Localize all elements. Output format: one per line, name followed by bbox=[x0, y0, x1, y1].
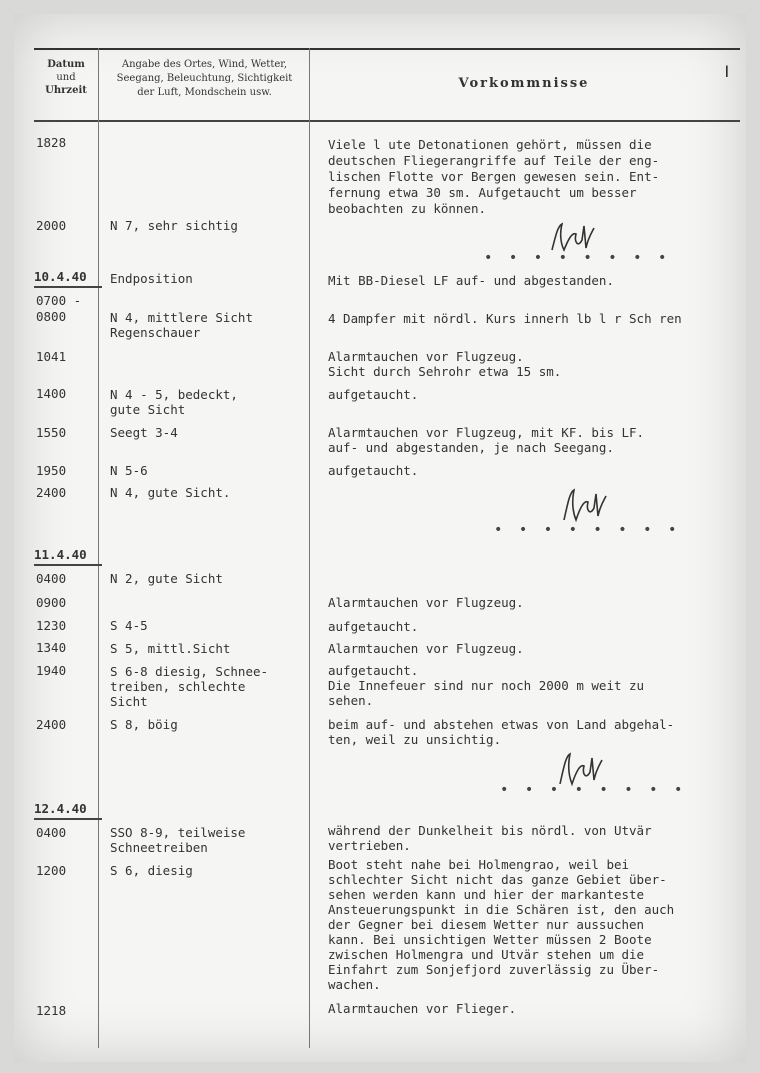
entry-event: sehen werden kann und hier der markanteste bbox=[328, 887, 645, 902]
top-rule bbox=[34, 48, 740, 50]
header-date-line3: Uhrzeit bbox=[45, 85, 87, 96]
entry-place: Seegt 3-4 bbox=[110, 425, 178, 440]
separator-dots: • • • • • • • • bbox=[484, 250, 671, 266]
entry-time: 2000 bbox=[36, 218, 67, 233]
entry-event: aufgetaucht. bbox=[328, 663, 419, 678]
margin-mark: ǀ bbox=[722, 62, 732, 81]
entry-time: 1550 bbox=[36, 425, 67, 440]
signature-icon bbox=[560, 486, 610, 526]
entry-time: 1218 bbox=[36, 1003, 67, 1018]
entry-place: Regenschauer bbox=[110, 325, 201, 340]
entry-place: N 7, sehr sichtig bbox=[110, 218, 238, 233]
date-label: 12.4.40 bbox=[34, 801, 87, 816]
entry-event: schlechter Sicht nicht das ganze Gebiet über- bbox=[328, 872, 667, 887]
entry-time: 1828 bbox=[36, 135, 67, 150]
entry-place: S 8, böig bbox=[110, 717, 178, 732]
entry-event: aufgetaucht. bbox=[328, 619, 419, 634]
entry-place: Schneetreiben bbox=[110, 840, 208, 855]
separator-dots: • • • • • • • • bbox=[500, 782, 687, 798]
entry-place: S 5, mittl.Sicht bbox=[110, 641, 231, 656]
entry-time: 1940 bbox=[36, 663, 67, 678]
entry-event: wachen. bbox=[328, 977, 381, 992]
column-divider-place bbox=[309, 48, 310, 1048]
entry-place: treiben, schlechte bbox=[110, 679, 246, 694]
entry-event: Alarmtauchen vor Flugzeug. bbox=[328, 641, 524, 656]
entry-place: SSO 8-9, teilweise bbox=[110, 825, 246, 840]
entry-time: 0400 bbox=[36, 571, 67, 586]
entry-event: zwischen Holmengra und Utvär stehen um die bbox=[328, 947, 645, 962]
entry-event: fernung etwa 30 sm. Aufgetaucht um besser bbox=[328, 185, 637, 200]
header-rule bbox=[34, 120, 740, 122]
entry-time: 0700 - bbox=[36, 293, 82, 308]
entry-event: der Gegner bei diesem Wetter nur aussuchen bbox=[328, 917, 645, 932]
entry-time: 1340 bbox=[36, 640, 67, 655]
entry-event: vertrieben. bbox=[328, 838, 411, 853]
header-place-line2: Seegang, Beleuchtung, Sichtigkeit bbox=[116, 73, 293, 84]
entry-event: lischen Flotte vor Bergen gewesen sein. Ent- bbox=[328, 169, 660, 184]
date-underline bbox=[34, 564, 102, 566]
entry-event: beobachten zu können. bbox=[328, 201, 487, 216]
entry-event: Alarmtauchen vor Flieger. bbox=[328, 1001, 517, 1016]
entry-event: Alarmtauchen vor Flugzeug. bbox=[328, 349, 524, 364]
header-place-line1: Angabe des Ortes, Wind, Wetter, bbox=[121, 59, 288, 70]
entry-place: N 4 - 5, bedeckt, bbox=[110, 387, 238, 402]
entry-event: Einfahrt zum Sonjefjord zuverlässig zu Über- bbox=[328, 962, 660, 977]
entry-event: aufgetaucht. bbox=[328, 463, 419, 478]
entry-time: 1950 bbox=[36, 463, 67, 478]
entry-time: 0900 bbox=[36, 595, 67, 610]
entry-event: ten, weil zu unsichtig. bbox=[328, 732, 502, 747]
entry-event: auf- und abgestanden, je nach Seegang. bbox=[328, 440, 614, 455]
date-underline bbox=[34, 818, 102, 820]
entry-event: Sicht durch Sehrohr etwa 15 sm. bbox=[328, 364, 562, 379]
entry-event: aufgetaucht. bbox=[328, 387, 419, 402]
date-label: 10.4.40 bbox=[34, 269, 87, 284]
header-place-line3: der Luft, Mondschein usw. bbox=[137, 87, 272, 98]
header-date-line2: und bbox=[56, 72, 76, 83]
entry-time: 1200 bbox=[36, 863, 67, 878]
entry-place: N 2, gute Sicht bbox=[110, 571, 223, 586]
entry-time: 0400 bbox=[36, 825, 67, 840]
entry-place: S 4-5 bbox=[110, 618, 148, 633]
entry-place: S 6-8 diesig, Schnee- bbox=[110, 664, 269, 679]
entry-place: Sicht bbox=[110, 694, 148, 709]
date-underline bbox=[34, 286, 102, 288]
entry-event: Boot steht nahe bei Holmengrao, weil bei bbox=[328, 857, 630, 872]
entry-time: 2400 bbox=[36, 485, 67, 500]
header-events-column: Vorkommnisse bbox=[458, 76, 590, 91]
entry-event: Mit BB-Diesel LF auf- und abgestanden. bbox=[328, 273, 614, 288]
entry-event: deutschen Fliegerangriffe auf Teile der eng- bbox=[328, 153, 660, 168]
entry-time: 2400 bbox=[36, 717, 67, 732]
header-date-column bbox=[34, 58, 98, 97]
entry-event: Ansteuerungspunkt in die Schären ist, den auch bbox=[328, 902, 675, 917]
date-label: 11.4.40 bbox=[34, 547, 87, 562]
column-divider-date bbox=[98, 48, 99, 1048]
header-date-line1: Datum bbox=[47, 59, 85, 70]
entry-event: während der Dunkelheit bis nördl. von Utvär bbox=[328, 823, 652, 838]
entry-event: sehen. bbox=[328, 693, 374, 708]
entry-place: N 4, mittlere Sicht bbox=[110, 310, 253, 325]
entry-place: S 6, diesig bbox=[110, 863, 193, 878]
entry-place: N 5-6 bbox=[110, 463, 148, 478]
header-place-column bbox=[102, 58, 307, 100]
entry-event: Alarmtauchen vor Flugzeug. bbox=[328, 595, 524, 610]
entry-time: 1230 bbox=[36, 618, 67, 633]
entry-place: gute Sicht bbox=[110, 402, 186, 417]
entry-event: Viele l ute Detonationen gehört, müssen die bbox=[328, 137, 652, 152]
log-page bbox=[14, 14, 746, 1062]
entry-event: 4 Dampfer mit nördl. Kurs innerh lb l r Sch ren bbox=[328, 311, 682, 326]
entry-event: Alarmtauchen vor Flugzeug, mit KF. bis LF. bbox=[328, 425, 645, 440]
entry-place: Endposition bbox=[110, 271, 193, 286]
entry-place: N 4, gute Sicht. bbox=[110, 485, 231, 500]
separator-dots: • • • • • • • • bbox=[494, 522, 681, 538]
entry-time: 0800 bbox=[36, 309, 67, 324]
entry-time: 1041 bbox=[36, 349, 67, 364]
entry-event: Die Innefeuer sind nur noch 2000 m weit zu bbox=[328, 678, 645, 693]
entry-time: 1400 bbox=[36, 386, 67, 401]
entry-event: kann. Bei unsichtigen Wetter müssen 2 Boote bbox=[328, 932, 652, 947]
entry-event: beim auf- und abstehen etwas von Land abgehal- bbox=[328, 717, 675, 732]
